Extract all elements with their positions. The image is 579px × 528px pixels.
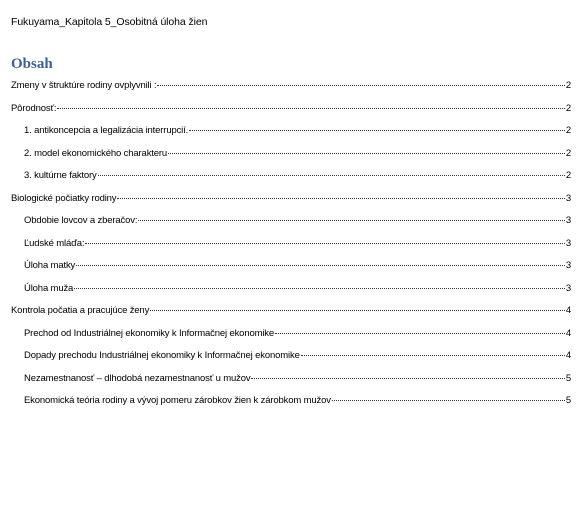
toc-dot-leader (117, 198, 564, 199)
toc-dot-leader (76, 265, 565, 266)
toc-entry[interactable] (24, 170, 571, 182)
toc-entry[interactable] (24, 148, 571, 160)
toc-entry-page-number: 3 (565, 282, 571, 294)
toc-dot-leader (150, 310, 565, 311)
toc-entry[interactable] (11, 305, 571, 317)
toc-entry-page-number: 3 (565, 215, 571, 226)
toc-entry-page-number: 2 (565, 125, 571, 136)
toc-entry-label: Ekonomická teória rodiny a vývoj pomeru zárobkov žien k zárobkom mužov (24, 395, 331, 406)
toc-dot-leader (138, 220, 565, 221)
toc-entry[interactable] (11, 103, 571, 115)
toc-entry-page-number: 2 (565, 147, 571, 159)
toc-entry[interactable] (24, 215, 571, 227)
document-title: Fukuyama_Kapitola 5_Osobitná úloha žien (11, 16, 208, 28)
toc-entry-page-number: 2 (565, 102, 571, 114)
toc-entry[interactable] (24, 328, 571, 340)
toc-entry-page-number: 2 (565, 80, 571, 91)
toc-entry-page-number: 5 (565, 372, 571, 384)
toc-entry[interactable] (24, 350, 571, 362)
toc-dot-leader (98, 175, 565, 176)
toc-entry-page-number: 3 (565, 192, 571, 204)
toc-entry-label: Dopady prechodu Industriálnej ekonomiky k Informačnej ekonomike (24, 350, 300, 361)
toc-dot-leader (275, 333, 565, 334)
toc-dot-leader (85, 243, 564, 244)
toc-entry-page-number: 3 (565, 237, 571, 249)
toc-dot-leader (251, 378, 564, 379)
toc-entry-label: Obdobie lovcov a zberačov: (24, 215, 138, 226)
toc-dot-leader (189, 130, 565, 131)
toc-dot-leader (157, 85, 564, 86)
toc-entry-label: 2. model ekonomického charakteru (24, 147, 168, 159)
toc-entry-label: Úloha muža (24, 282, 74, 294)
toc-entry[interactable] (11, 80, 571, 92)
toc-entry[interactable] (24, 260, 571, 272)
toc-entry[interactable] (24, 125, 571, 137)
toc-entry-label: 1. antikoncepcia a legalizácia interrupcií. (24, 125, 189, 136)
toc-entry-label: Ľudské mláďa: (24, 237, 85, 249)
toc-entry-page-number: 4 (565, 305, 571, 316)
toc-entry[interactable] (24, 238, 571, 250)
toc-entry-page-number: 4 (565, 350, 571, 361)
toc-entry-page-number: 4 (565, 327, 571, 339)
toc-entry-page-number: 3 (565, 260, 571, 271)
toc-dot-leader (301, 355, 565, 356)
toc-dot-leader (74, 288, 565, 289)
toc-entry-label: Nezamestnanosť – dlhodobá nezamestnanosť u mužov (24, 372, 251, 384)
toc-entry-label: Kontrola počatia a pracujúce ženy (11, 305, 150, 316)
toc-entry[interactable] (24, 395, 571, 407)
toc-entry-label: Zmeny v štruktúre rodiny ovplyvnili : (11, 80, 157, 91)
toc-entry[interactable] (11, 193, 571, 205)
toc-entry-label: Pôrodnosť: (11, 102, 57, 114)
toc-entry[interactable] (24, 283, 571, 295)
toc-entry-label: Biologické počiatky rodiny (11, 192, 117, 204)
toc-entry-label: Úloha matky (24, 260, 76, 271)
toc-dot-leader (168, 153, 565, 154)
toc-entry-page-number: 5 (565, 395, 571, 406)
toc-entry[interactable] (24, 373, 571, 385)
toc-entry-label: Prechod od Industriálnej ekonomiky k Informačnej ekonomike (24, 327, 275, 339)
toc-dot-leader (332, 400, 565, 401)
toc-entry-page-number: 2 (565, 170, 571, 181)
toc-dot-leader (57, 108, 564, 109)
toc-entry-label: 3. kultúrne faktory (24, 170, 97, 181)
toc-heading: Obsah (11, 56, 53, 72)
